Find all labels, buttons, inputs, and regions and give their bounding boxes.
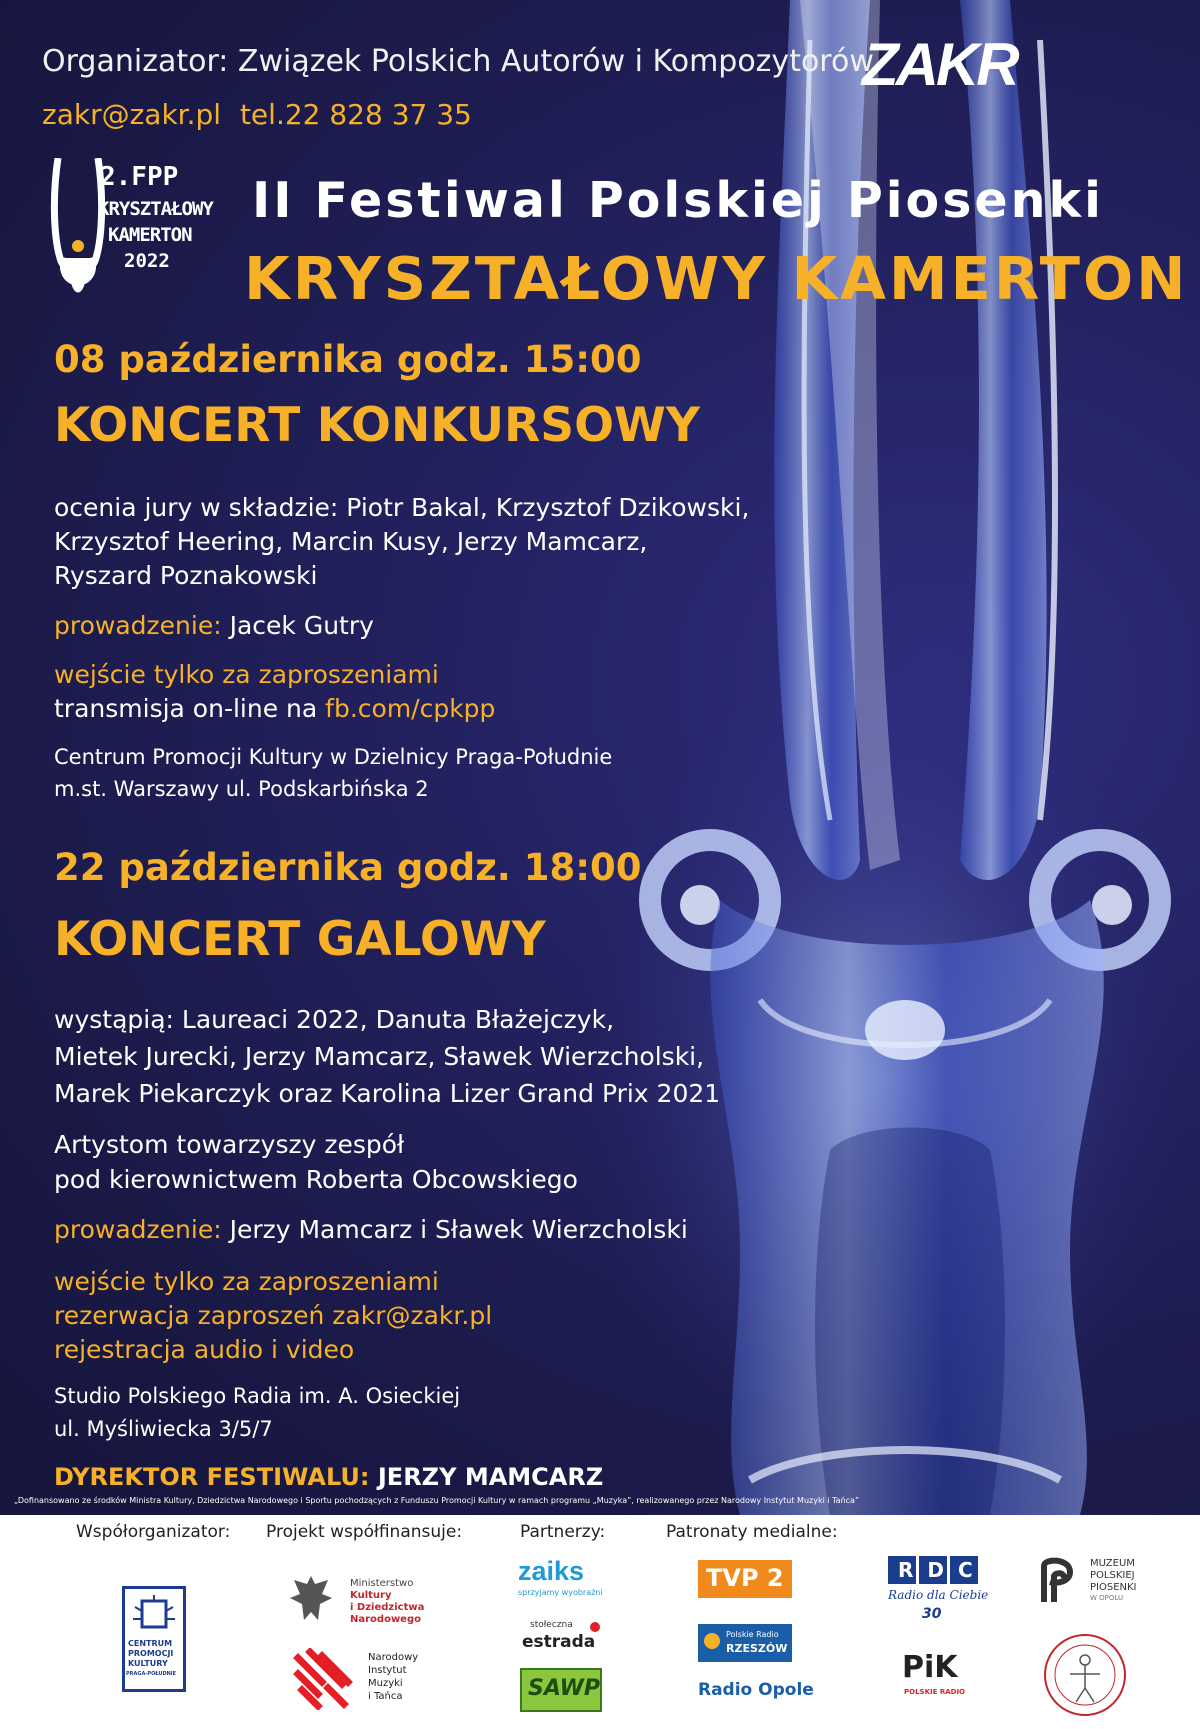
museum-logo [1034,1556,1154,1612]
museum-line1: MUZEUM [1090,1558,1135,1569]
ministry-line3: i Dziedzictwa [350,1602,425,1613]
director-name: JERZY MAMCARZ [377,1463,604,1491]
concert1-jury-line2: Krzysztof Heering, Marcin Kusy, Jerzy Mamcarz, [54,527,648,556]
cofinance-label: Projekt współfinansuje: [266,1522,463,1542]
zaiks-tagline: sprzyjamy wyobraźni [518,1588,603,1597]
concert1-stream-link[interactable]: fb.com/cpkpp [325,694,496,723]
cpk-logo [122,1586,186,1692]
nimit-line2: Instytut [368,1665,407,1676]
estrada-logo [520,1620,610,1660]
ministry-line2: Kultury [350,1590,392,1601]
concert1-stream [54,692,495,726]
concert1-venue-line2: m.st. Warszawy ul. Podskarbińska 2 [54,777,429,801]
funding-note: „Dofinansowano ze środków Ministra Kultury, Dziedzictwa Narodowego i Sportu pochodzących z Funduszu Promocji Kultury w ramach programu „Muzyka”, realizowanego przez Narodowy Instytut Muzyki i Tańca” [14,1496,860,1505]
concert2-host [54,1213,688,1247]
pik-sub: POLSKIE RADIO [904,1688,966,1696]
rdc-logo-text: RDC [898,1558,987,1582]
rdc-years: 30 [922,1606,942,1622]
radio-opole-logo: Radio Opole [698,1680,814,1700]
concert2-reservation: rezerwacja zaproszeń zakr@zakr.pl [54,1301,493,1330]
festival-director [54,1460,603,1494]
concert1-name: KONCERT KONKURSOWY [54,398,700,453]
nimit-line4: i Tańca [368,1691,403,1702]
concert1-entry: wejście tylko za zaproszeniami [54,660,439,689]
estrada-line2: estrada [522,1632,596,1652]
concert2-band-line1: Artystom towarzyszy zespół [54,1130,405,1159]
cpk-emblem-icon [125,1593,183,1633]
nimit-logo [292,1648,442,1712]
concert1-host-label: prowadzenie: [54,611,222,640]
festival-logo [48,158,238,313]
pr-circle-icon [704,1633,720,1649]
pr-rzeszow-logo [698,1624,792,1662]
museum-line3: PIOSENKI [1090,1582,1137,1593]
festival-logo-edition: 2.FPP [100,162,179,192]
concert2-date: 22 października godz. 18:00 [54,846,642,889]
contact-email[interactable]: zakr@zakr.pl [42,98,222,131]
concert2-recording: rejestracja audio i video [54,1335,355,1364]
media-patronage-label: Patronaty medialne: [666,1522,838,1542]
coorganizer-label: Współorganizator: [76,1522,231,1542]
concert2-entry: wejście tylko za zaproszeniami [54,1267,439,1296]
pr-rzeszow-line2: RZESZÓW [726,1642,788,1655]
rdc-tagline: Radio dla Ciebie [888,1588,989,1602]
ministry-logo [288,1572,438,1632]
concert1-jury-line3: Ryszard Poznakowski [54,561,318,590]
nimit-line1: Narodowy [368,1652,419,1663]
contact-line [42,98,472,131]
concert2-name: KONCERT GALOWY [54,912,546,967]
estrada-line1: stołeczna [530,1620,573,1630]
zaiks-logo-text: zaiks [518,1556,585,1586]
concert2-performers-line2: Mietek Jurecki, Jerzy Mamcarz, Sławek Wierzcholski, [54,1042,705,1071]
organizer-line: Organizator: Związek Polskich Autorów i Kompozytorów [42,44,874,79]
cpk-logo-line3: KULTURY [128,1659,168,1668]
festival-logo-line3: KAMERTON [108,224,192,246]
pik-logo [900,1650,970,1702]
tuning-fork-icon [48,158,108,308]
festival-title: II Festiwal Polskiej Piosenki [252,172,1104,229]
concert2-host-label: prowadzenie: [54,1215,222,1244]
museum-emblem-icon [1034,1556,1078,1606]
museum-line4: W OPOLU [1090,1594,1124,1602]
composers-association-seal [1040,1630,1130,1720]
ministry-line1: Ministerstwo [350,1578,414,1589]
concert2-performers-line1: wystąpią: Laureaci 2022, Danuta Błażejczyk, [54,1005,615,1034]
concert1-host-value: Jacek Gutry [229,611,374,640]
festival-logo-year: 2022 [124,250,170,272]
concert2-host-value: Jerzy Mamcarz i Sławek Wierzcholski [229,1215,688,1244]
contact-phone: tel.22 828 37 35 [239,98,472,131]
director-label: DYREKTOR FESTIWALU: [54,1463,370,1491]
festival-subtitle: KRYSZTAŁOWY KAMERTON [244,244,1189,313]
rdc-logo [884,1556,989,1626]
pik-logo-text: PiK [902,1650,958,1685]
cpk-logo-line2: PROMOCJI [128,1649,174,1658]
tvp2-logo-text: TVP 2 [706,1564,784,1592]
museum-line2: POLSKIEJ [1090,1570,1135,1581]
partners-label: Partnerzy: [520,1522,606,1542]
tvp2-logo [698,1560,792,1598]
concert1-date: 08 października godz. 15:00 [54,338,642,381]
festival-logo-line2: KRYSZTAŁOWY [98,198,213,220]
polish-eagle-icon [288,1572,334,1624]
zaiks-logo [516,1556,606,1600]
concert2-venue-line1: Studio Polskiego Radia im. A. Osieckiej [54,1384,461,1408]
pr-rzeszow-line1: Polskie Radio [726,1630,779,1639]
concert1-venue-line1: Centrum Promocji Kultury w Dzielnicy Praga-Południe [54,745,613,769]
zakr-logo: ZAKR [862,31,1017,98]
cpk-logo-line4: PRAGA-POŁUDNIE [126,1671,177,1677]
concert1-stream-label: transmisja on-line na [54,694,318,723]
concert1-host [54,609,374,643]
sawp-logo [520,1668,602,1712]
estrada-dot-icon [590,1622,600,1632]
concert2-venue-line2: ul. Myśliwiecka 3/5/7 [54,1417,273,1441]
concert1-jury-line1: ocenia jury w składzie: Piotr Bakal, Krzysztof Dzikowski, [54,493,750,522]
sawp-logo-text: SAWP [528,1676,601,1701]
ministry-line4: Narodowego [350,1614,421,1625]
cpk-logo-line1: CENTRUM [128,1639,173,1648]
nimit-line3: Muzyki [368,1678,403,1689]
nimit-emblem-icon [292,1648,354,1710]
concert2-band-line2: pod kierownictwem Roberta Obcowskiego [54,1165,578,1194]
concert2-performers-line3: Marek Piekarczyk oraz Karolina Lizer Grand Prix 2021 [54,1079,721,1108]
